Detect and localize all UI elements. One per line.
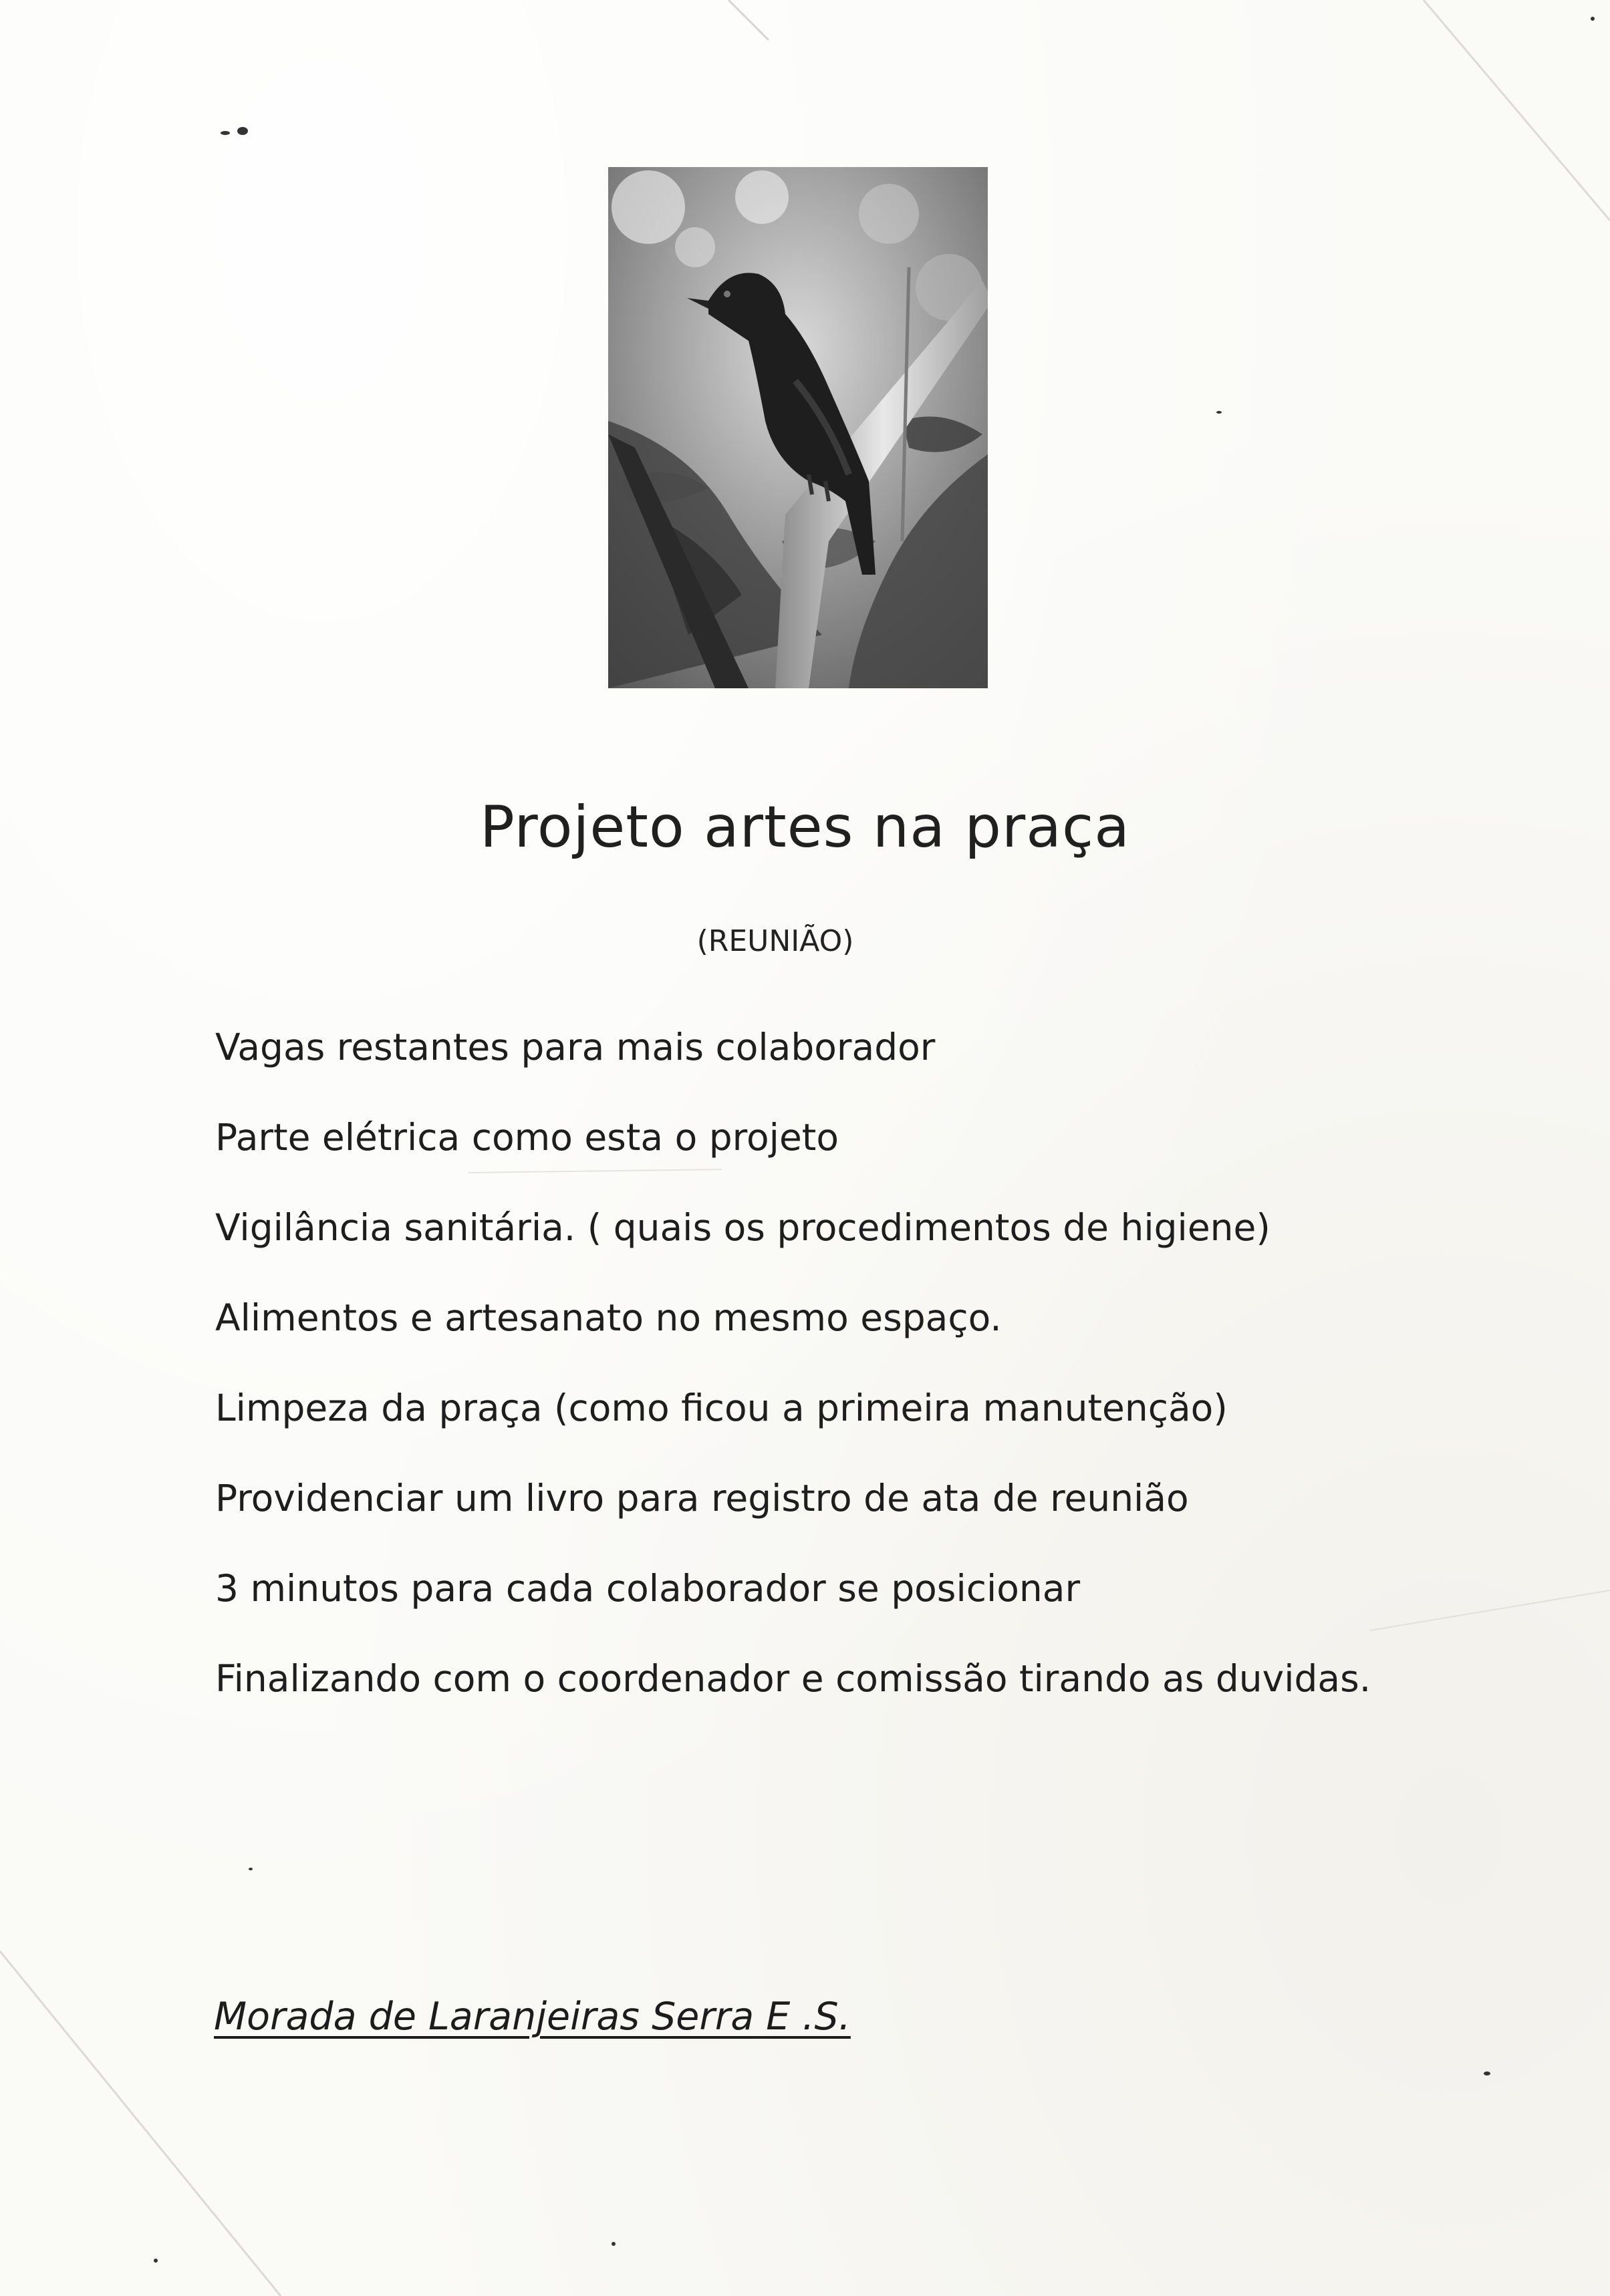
bird-photo (608, 167, 988, 688)
agenda-item: Vagas restantes para mais colaborador (215, 1026, 936, 1068)
speck (249, 1868, 253, 1870)
speck (1216, 411, 1222, 414)
agenda-item: Providenciar um livro para registro de ata de reunião (215, 1477, 1189, 1520)
agenda-item: Limpeza da praça (como ficou a primeira manutenção) (215, 1387, 1228, 1429)
speck (1591, 17, 1595, 21)
page-subtitle: (REUNIÃO) (696, 924, 854, 958)
agenda-item: Alimentos e artesanato no mesmo espaço. (215, 1296, 1002, 1339)
agenda-item: Vigilância sanitária. ( quais os procedimentos de higiene) (215, 1206, 1270, 1249)
speck (154, 2259, 158, 2263)
speck (1484, 2071, 1490, 2075)
agenda-item: Parte elétrica como esta o projeto (215, 1116, 839, 1159)
agenda-item: Finalizando com o coordenador e comissão tirando as duvidas. (215, 1657, 1371, 1700)
speck (237, 127, 248, 135)
speck (221, 131, 230, 135)
page-title: Projeto artes na praça (480, 794, 1130, 861)
location-signature: Morada de Laranjeiras Serra E .S. (214, 1995, 851, 2039)
speck (612, 2242, 616, 2246)
agenda-list (215, 1002, 1371, 1724)
agenda-item: 3 minutos para cada colaborador se posicionar (215, 1567, 1081, 1610)
bird-on-branch-icon (608, 167, 988, 688)
